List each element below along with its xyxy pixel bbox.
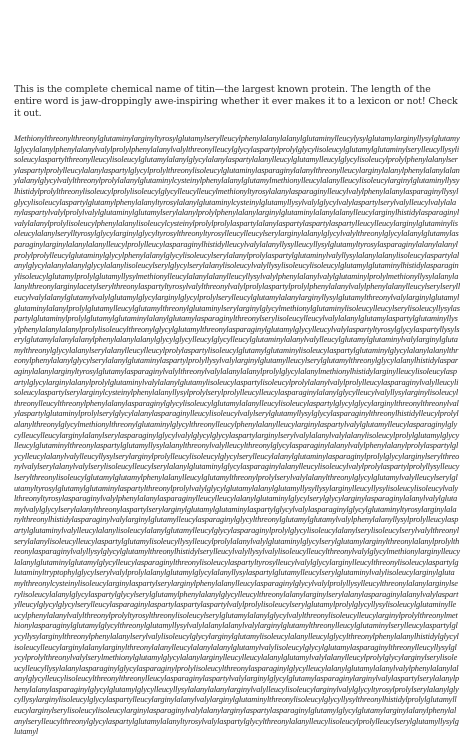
page xyxy=(14,84,460,737)
chemical-name-text: Methionylthreonylthreonylglutaminylarginyltyrosylglutamylserylleucylphenylalanylalanylglutaminylleucylysylglutamylarginyllysylglutamylglycylalanylphenylalanylvalylprolylphenylalanylvalylthreonylleucylglycylaspartylprolylglycylisoleucylglutamylglutaminylserylleucyllysylisoleucylaspartylthreonylleucylisoleucylglutamylalanylglycylalanylaspartylalanylleucylglutamylleucylglycylisoleucylprolylphenylalanylserylaspartylprolylleucylalanylaspartylglycylprolylthreonylisoleucylglutaminylasparaginylalanylthreonylleucylarginylalanylphenylalanylalanylalanylglycylvalylthreonylprolylalanylglutaminylcysteinylphenylalanylglutamylmethionylleucylalanylleucylisoleucylarginylglutaminyllysylhistidylprolylthreonylisoleucylprolylisoleucylglycylleucylleucylmethionyltyrosylalanylasparaginylleucylvalylphenylalanylasparaginyllysylglycylisoleucylaspartylglutamylphenylalanyltyrosylalanylglutaminylcysteinylglutamyllysylvalylglycylvalylaspartylserylvalylleucylvalylalanylaspartylvalylprolylvalylglutaminylglutamylserylalanylprolylphenylalanylarginylglutaminylalanylalanylleucylarginylhistidylasparaginylvalylalanylprolylisoleucylphenylalanylisoleucylcysteinylprolylprolylaspartylalanylaspartylaspartylaspartylleucylleucylarginylglutaminylisoleucylalanylserylltyrosylglycylarginylglycyltyrosylthreonyltyrosylleucylleucylserylarginylalanylglycylvalylthreonylglycylalanylglutamylasparaginylarginylalanylalanylleucylprolylleucylasparaginylhistidylleucylvalylalanyllysylleucyllysylglutamyltyrosylasparaginylalanylalanylprolylprolylleucylglutaminylglycylphenylalanylglycylisoleucylserylalanylprolylaspartylglutaminylvalyllysylalanylalanylisoleucylaspartylalanylglycylalanylalanylglycylalanylisoleucylserylglycylserylalanylisoleucylvalyllysylisoleucylisoleucylglutamylglutaminylhistidylasparaginylisoleucylglutamylprolylglutamyllysylmethionylleucylalanylalanylleucyllysylvalylphenylalanylvalylglutaminylprolylmethionyllysylalanylalanylthreonylarginylacetylserylthreonylaspartyltyrosylvalylthreonylvalylprolylaspartylprolylphenylalanylvalylphenylalanylleucylserylserylleucylvalylalanylglutamylvalylglutamylglycylarginylglycylprolylserylleucylglutamylalanylarginyllysylglutamylthreonylvalylarginylglutamylglutaminylalanylprolylglutamylleucylglutamylthreonylglutaminylserylarginylglycylmethionylglutaminylisoleucylleucylserylisoleucyllysylaspartylglutaminylprolylglutamylglutaminylalanylglutamylasparaginylthreonylserylisoleucylleucylvalylalanylglutamylaspartylglutaminyllysylphenylalanylalanylprolylisoleucylthreonylglycylglutamylthreonylasparaginylglutamylglycylleucylvalylaspartyltyrosylglycylaspartyllysylserylglutamylalanylalanylphenylalanylalanylglycylglycylleucylglycylleucylglutaminylalanylvalylleucylglutamylglutaminylvalylarginylglutamylthreonylglycylalanylserylalanylleucylleucylprolylaspartylisoleucylglutamylglutaminylisoleucylaspartylglutaminylglycylalanylalanylthreonylphenylalanylglycylserylalanylglutaminylaspartylprolyllysylvalylarginylglutamylleucylserylglutamylthreonylglycylalanylhistidylasparaginylalanylarginyltyrosylglutamylasparaginylvalylthreonylvalylalanylalanylprolylglycylalanylmethionylhistidylarginylleucylisoleucylaspartylglycylarginylalanylprolylglutaminylvalylalanylglutamylisoleucylaspartylisoleucylprolylalanylvalylprolylleucylasparaginylvalylleucylisoleucylaspartylserylarginylcysteinylphenylalanyllysylprolylserylprolylleucylleucylasparaginylalanylglycylleucylvalyllysylarginylisoleucylthreonylleucylthreonylphenylalanylasparaginylglycylisoleucylglutamylalanylleucylisoleucylaspartylglycylglycylarginylthreonylthreonylvalylaspartylglutaminylprolylserylglycylalanylasparaginylleucylisoleucylvalylserylglutamyllysylglycylasparaginylthreonylhistidylleucylprolylalanylthreonylglycylmethionylthreonylglutaminylglycylthreonylleucylphenylalanylleucylarginylaspartylvalylglutamylleucylasparaginylglycylleucylleucylarginylalanylserylasparaginylglycylvalylglycylglycylaspartylarginylserylvalylalanylvalylalanylisoleucylprolylglutamylglycylleucylglutaminylthreonylaspartylglutamyllysylalanylthreonylvalylleucylthreonylglycylasparaginylalanylvalylphenylalanylprolylaspartylglycylleucylalanylvalylleucyllysylserylarginylprolylleucylisoleucylglycylserylleucylalanylglutaminylasparaginylprolylglycylarginylserylthreonylvalylserylalanylvalylserylisoleucylleucylserylalanylglutaminylglycylasparaginylalanylleucylisoleucylvalylprolylaspartylprolyllysylleucylserylthreonylisoleucylglutamylglutamylphenylalanylleucylglutamylthreonylprolylserylvalylalanylthreonylglycylglutamylvalylleucylserylglutamyltyrosylglutamylglutaminylaspartylthreonylprolylvalylglycylglutamylalanylglutamyllysyllysylarginylleucyllysylisoleucylisoleucylvalylthreonyltyrosylasparaginylvalylphenylalanylasparaginylleucylleucylalanylglutaminylglycylserylglycylarginylasparaginylalanylvalylglutamylvalylglycylserylalanylthreonylaspartylserylarginylglutamylglutaminylaspartylglycylvalylasparaginylglycylglutaminyltyrosylarginylalanylthreonylhistidylasparaginylvalylarginylglutamylleucylasparaginylglycylthreonylglutamylglutamylvalylphenylalanyllysylprolylleucylaspartylglutaminylvalylleucylalanylisoleucylalanylglutamylleucylglycylasparaginylprolylglycylisoleucylalanylserylisoleucylserylvalylthreonylserylalanylisoleucylleucylaspartylglutamylisoleucyllysylleucylprolylalanylvalylglutaminylglycylserylglutamylarginylthreonylalanylprolylthreonylasparaginylvalyllysylglycylglutamylthreonylhistidylserylleucylvalyllysylvalylisoleucylleucylthreonylvalylglycylmethionylarginylleucylalanylglutaminylglutamylglycylleucylasparaginylthreonylisoleucylaspartyltyrosylleucylvalylglycylarginylleucylthreonylisoleucylaspartylglutaminyltryptophylglycylserylvalylprolylalanylglutamylglycylalanyllysylaspartylglutamylleucylserylglutaminylvalylisoleucylarginylglutamylthreonylcysteinylisoleucylarginylaspartylserylarginylphenylalanylleucylasparaginylglycylvalylprolyllysylleucylthreonylalanylarginylserylisoleucylalanylglycylaspartylglycylserylglutamylphenylalanylglycylleucylthreonylalanylarginylserylalanylasparaginylalanylvalylaspartylleucylglycylglycylserylleucylasparaginylaspartylaspartylaspartylvalylprolylisoleucylserylglutamylprolylglycyllysylisoleucylglutaminylleucylphenylalanylvalylthreonylprolyltyrosylthreonylisoleucylserylglutamylalanylglycylvalylthreonylisoleucylleucylarginylprolylthreonylmethionylasparaginylglutamylglycylthreonylglutamyllysylvalylalanylalanylvalylarginylglutamylthreonylleucylglutaminylserylleucylaspartylglycyllysylarginylthreonylphenylalanylserylvalylisoleucylglycylarginylglutamylisoleucylalanylleucylglycylthreonylphenylalanylhistidylglycylisoleucylleucylarginylalanylarginylthreonylalanylleucylalanylalanylglutamylvalylisoleucylglycylglutamylasparaginylthreonylleucyllysylglycylprolylthreonylvalylserylmethionylglutamylglycylalanylarginylleucylleucylalanylglutamylvalylalanylleucylprolylglycylarginylserylisoleucylleucyllysylalanylasparaginylglycylasparaginylprolylisoleucylthreonylasparaginylglycylleucylalanylglutamylalanylvalylphenylalanylalanylglycylleucylisoleucylthreonylthreonylleucylasparaginylaspartylvalylarginylglycylglutamylasparaginylarginylvalylaspartylserylalanylphenylalanylasparaginylglycylglutamylglycylleucyllysylalanylalanylarginylvalylleucylisoleucylarginylvalylglycyltyrosylprolylserylalanylglycyllysylarginylisoleucylglycylaspartylleucylarginylalanylvalylarginylglutaminylthreonylisoleucylglycyllysylthreonylhistidylprolylglutamylleucylarginylserylisoleucylisoleucylarginylasparaginylvalylalanylarginylaspartylasparaginylglutamylglycylglutamylarginylalanylphenylalanylserylleucylthreonylglycylaspartylglutamylalanyltyrosylvalylaspartylglycylthreonylalanylleucylisoleucylprolylleucylserylglutamyllysylglutamyl xyxy=(14,134,460,737)
intro-paragraph: This is the complete chemical name of titin—the largest known protein. The length of the entire word is jaw-droppingly awe-inspiring whether it ever makes it to a lexicon or not! Check it out. xyxy=(14,84,458,119)
